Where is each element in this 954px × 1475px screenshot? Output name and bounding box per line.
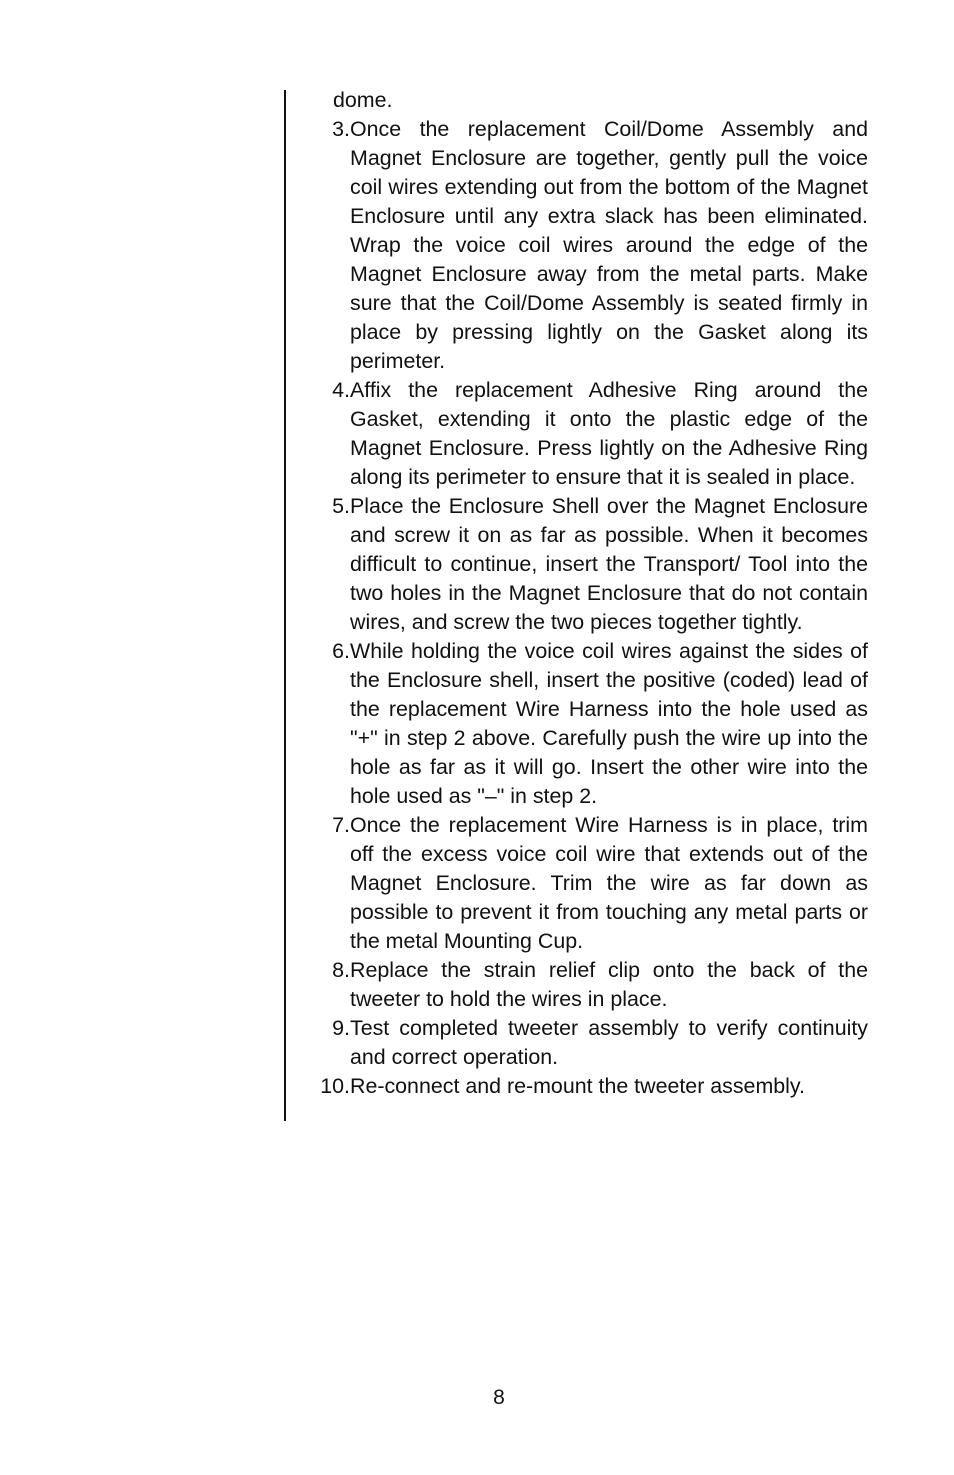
step-text: Replace the strain relief clip onto the back of the tweeter to hold the wires in place. [350, 958, 868, 1011]
step-number: 3. [332, 117, 350, 141]
revision-bar [284, 90, 286, 1121]
step-number: 5. [332, 494, 350, 518]
step-text: Place the Enclosure Shell over the Magnet Enclosure and screw it on as far as possible. When it becomes difficult to continue, insert the Transport/ Tool into the two holes in the Magnet Enclosure that do not contain wires, and screw the two pieces together tightly. [350, 494, 868, 634]
step-text: Test completed tweeter assembly to verify continuity and correct operation. [350, 1016, 868, 1069]
step-number: 7. [332, 813, 350, 837]
step-8 [296, 956, 868, 1014]
step-text: Affix the replacement Adhesive Ring around the Gasket, extending it onto the plastic edge of the Magnet Enclosure. Press lightly on the Adhesive Ring along its perimeter to ensure that it is sealed in place. [350, 378, 868, 489]
step-number: 4. [332, 378, 350, 402]
step-number: 8. [332, 958, 350, 982]
instruction-list [296, 86, 868, 1101]
step-3 [296, 115, 868, 376]
step-9 [296, 1014, 868, 1072]
step-text: Once the replacement Wire Harness is in place, trim off the excess voice coil wire that extends out of the Magnet Enclosure. Trim the wire as far down as possible to prevent it from touching any metal parts or the metal Mounting Cup. [350, 813, 868, 953]
step-10 [296, 1072, 868, 1101]
step-5 [296, 492, 868, 637]
step-7 [296, 811, 868, 956]
step-text: Re-connect and re-mount the tweeter assembly. [350, 1074, 805, 1098]
step-4 [296, 376, 868, 492]
step-number: 6. [332, 639, 350, 663]
step-number: 9. [332, 1016, 350, 1040]
continuation-text: dome. [333, 88, 393, 112]
step-6 [296, 637, 868, 811]
step-number: 10. [320, 1074, 350, 1098]
step-text: Once the replacement Coil/Dome Assembly and Magnet Enclosure are together, gently pull the voice coil wires extending out from the bottom of the Magnet Enclosure until any extra slack has been eliminated. Wrap the voice coil wires around the edge of the Magnet Enclosure away from the metal parts. Make sure that the Coil/Dome Assembly is seated firmly in place by pressing lightly on the Gasket along its perimeter. [350, 117, 868, 373]
page-number: 8 [493, 1386, 505, 1409]
step-text: While holding the voice coil wires against the sides of the Enclosure shell, insert the positive (coded) lead of the replacement Wire Harness into the hole used as "+" in step 2 above. Carefully push the wire up into the hole as far as it will go. Insert the other wire into the hole used as "–" in step 2. [350, 639, 868, 808]
